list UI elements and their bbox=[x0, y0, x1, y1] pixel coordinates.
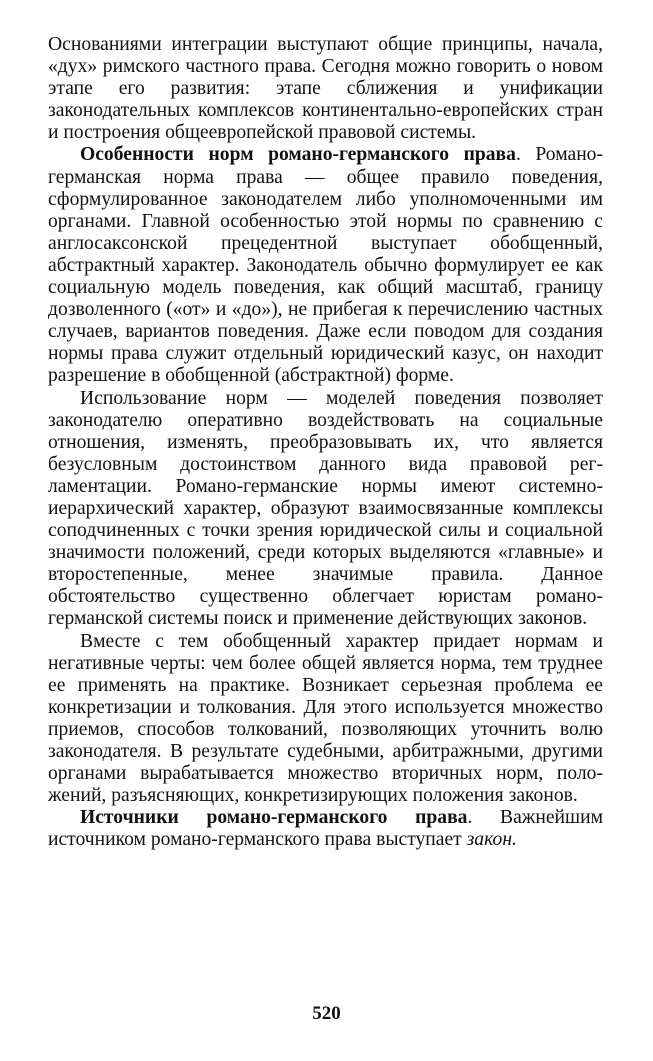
section-heading-norms: Особенности норм романо-германского права bbox=[80, 144, 516, 166]
paragraph-2-text: . Романо-германская норма права — общее правило поведения, сформулированное законодателем либо уполномоченными им органами. Главной особенностью этой нормы по сравнению с англосаксонской прецедентной выступает обобщенный, абстрактный характер. Законодатель обычно формулирует ее как социальную модель поведения, как общий масштаб, границу дозволенного («от» и «до»), не прибегая к перечислению частных случаев, вариантов поведения. Даже если поводом для создания нормы права служит отдельный юридический казус, он находит разрешение в обобщенной (абстрактной) форме. bbox=[48, 144, 603, 387]
paragraph-4-text: Вместе с тем обобщенный характер придает нормам и негативные черты: чем более общей является норма, тем труднее ее применять на практике. Возникает серьезная проблема ее конкретизации и толкования. Для этого используется множество приемов, способов толкований, позволяющих уточнить волю законодателя. В результате судебными, арбитражными, другими органами вырабатывается множество вторичных норм, положений, разъясняющих, конкретизирующих положения законов. bbox=[48, 630, 603, 807]
paragraph-3 bbox=[48, 388, 603, 631]
paragraph-2 bbox=[48, 144, 603, 387]
paragraph-5-text: . Важнейшим источником романо-германского права выступает bbox=[48, 807, 603, 851]
paragraph-3-text: Использование норм — моделей поведения позволяет законодателю оперативно воздействовать на социальные отношения, изменять, преобразовывать их, что является безусловным достоинством данного вида правовой регламентации. Романо-германские нормы имеют системно-иерархический характер, образуют взаимосвязанные комплексы соподчиненных с точки зрения юридической силы и социальной значимости положений, среди которых выделяются «главные» и второстепенные, менее значимые правила. Данное обстоятельство существенно облегчает юристам романо-германской системы поиск и применение действующих законов. bbox=[48, 387, 603, 630]
paragraph-5 bbox=[48, 807, 603, 851]
emphasized-term: закон. bbox=[466, 829, 517, 851]
paragraph-1 bbox=[48, 34, 603, 144]
page-body bbox=[48, 34, 603, 851]
section-heading-sources: Источники романо-германского права bbox=[80, 807, 468, 829]
page-number: 520 bbox=[312, 1003, 341, 1024]
paragraph-1-text: Основаниями интеграции выступают общие принципы, начала, «дух» римского частного права. Сегодня можно говорить о новом этапе его развития: этапе сближения и унификации законодательных комплексов континентально-европейских стран и построения общеевропейской правовой системы. bbox=[48, 34, 603, 144]
paragraph-4 bbox=[48, 631, 603, 808]
